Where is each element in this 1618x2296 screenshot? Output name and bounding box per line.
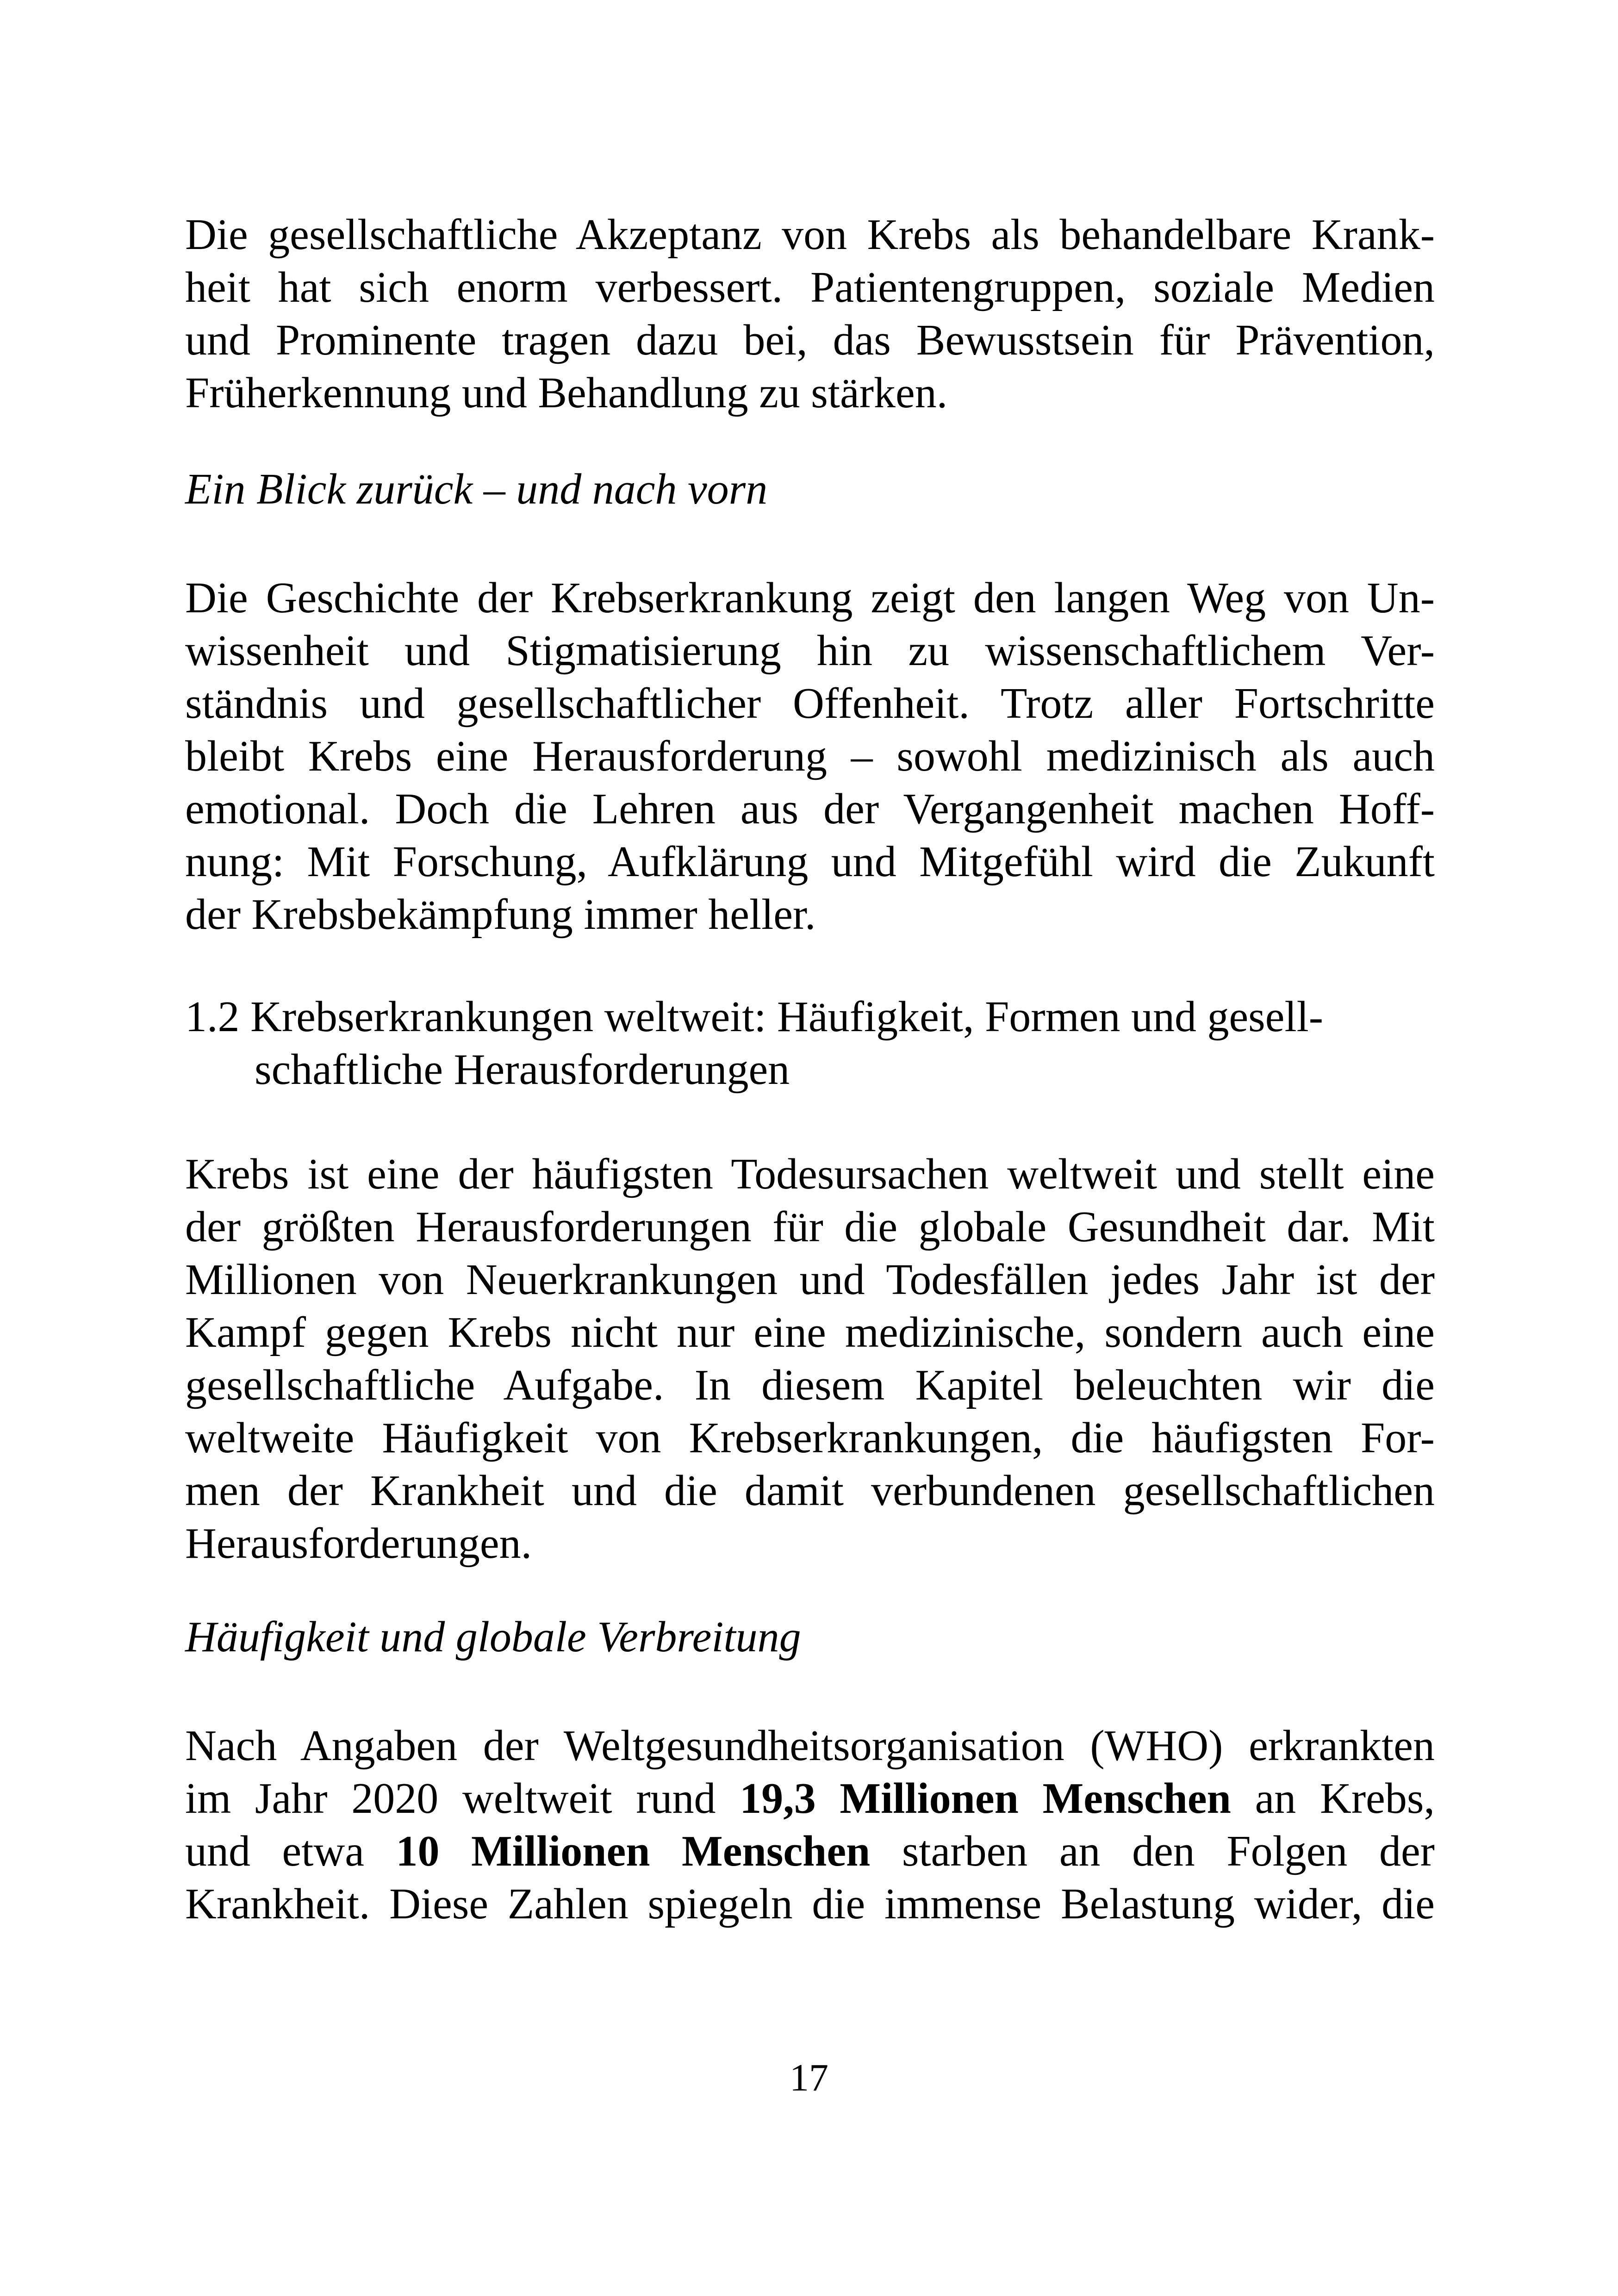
text-line: nung: Mit Forschung, Aufklärung und Mitgefühl wird die Zukunft xyxy=(185,838,1435,886)
text-line: emotional. Doch die Lehren aus der Vergangenheit machen Hoff- xyxy=(185,785,1435,833)
text-line xyxy=(185,1772,1435,1825)
text-line: Kampf gegen Krebs nicht nur eine medizinische, sondern auch eine xyxy=(185,1308,1435,1356)
text-line: der Krebsbekämpfung immer heller. xyxy=(185,890,816,939)
text-line: bleibt Krebs eine Herausforderung – sowohl medizinisch als auch xyxy=(185,732,1435,780)
text-line: Krebs ist eine der häufigsten Todesursachen weltweit und stellt eine xyxy=(185,1150,1435,1198)
text-line: der größten Herausforderungen für die globale Gesundheit dar. Mit xyxy=(185,1203,1435,1251)
text-segment: an Krebs, xyxy=(1231,1774,1435,1823)
text-line: wissenheit und Stigmatisierung hin zu wissenschaftlichem Ver- xyxy=(185,627,1435,675)
text-line: gesellschaftliche Aufgabe. In diesem Kapitel beleuchten wir die xyxy=(185,1361,1435,1409)
text-line: ständnis und gesellschaftlicher Offenheit. Trotz aller Fortschritte xyxy=(185,679,1435,728)
paragraph-acceptance xyxy=(185,208,1435,419)
paragraph-worldwide xyxy=(185,1148,1435,1570)
text-line: men der Krankheit und die damit verbundenen gesellschaftlichen xyxy=(185,1467,1435,1515)
subheading-text: Ein Blick zurück – und nach vorn xyxy=(185,465,768,513)
paragraph-who-figures xyxy=(185,1719,1435,1930)
subheading-frequency xyxy=(185,1611,1435,1663)
text-line: Nach Angaben der Weltgesundheitsorganisation (WHO) erkrankten xyxy=(185,1722,1435,1770)
text-line: Die gesellschaftliche Akzeptanz von Krebs als behandelbare Krank- xyxy=(185,211,1435,259)
text-line: Früherkennung und Behandlung zu stärken. xyxy=(185,369,948,417)
section-heading xyxy=(185,990,1435,1096)
text-line: Krankheit. Diese Zahlen spiegeln die immense Belastung wider, die xyxy=(185,1880,1435,1928)
text-line xyxy=(185,1825,1435,1878)
text-line: Die Geschichte der Krebserkrankung zeigt den langen Weg von Un- xyxy=(185,574,1435,622)
text-line: Millionen von Neuerkrankungen und Todesfällen jedes Jahr ist der xyxy=(185,1256,1435,1304)
page-number: 17 xyxy=(790,2056,828,2099)
text-line: weltweite Häufigkeit von Krebserkrankungen, die häufigsten For- xyxy=(185,1414,1435,1462)
text-segment: starben an den Folgen der xyxy=(870,1827,1435,1875)
bold-figure: 10 Millionen Menschen xyxy=(396,1827,871,1875)
section-heading-line: 1.2 Krebserkrankungen weltweit: Häufigkeit, Formen und gesell- xyxy=(185,993,1324,1041)
subheading-look-back xyxy=(185,463,1435,516)
subheading-text: Häufigkeit und globale Verbreitung xyxy=(185,1613,801,1661)
bold-figure: 19,3 Millionen Menschen xyxy=(740,1774,1231,1823)
text-segment: und etwa xyxy=(185,1827,396,1875)
text-segment: im Jahr 2020 weltweit rund xyxy=(185,1774,740,1823)
paragraph-history xyxy=(185,572,1435,941)
text-line: Herausforderungen. xyxy=(185,1519,532,1568)
text-line: und Prominente tragen dazu bei, das Bewusstsein für Prävention, xyxy=(185,316,1435,364)
section-heading-line: schaftliche Herausforderungen xyxy=(255,1045,790,1094)
text-line: heit hat sich enorm verbessert. Patientengruppen, soziale Medien xyxy=(185,263,1435,311)
